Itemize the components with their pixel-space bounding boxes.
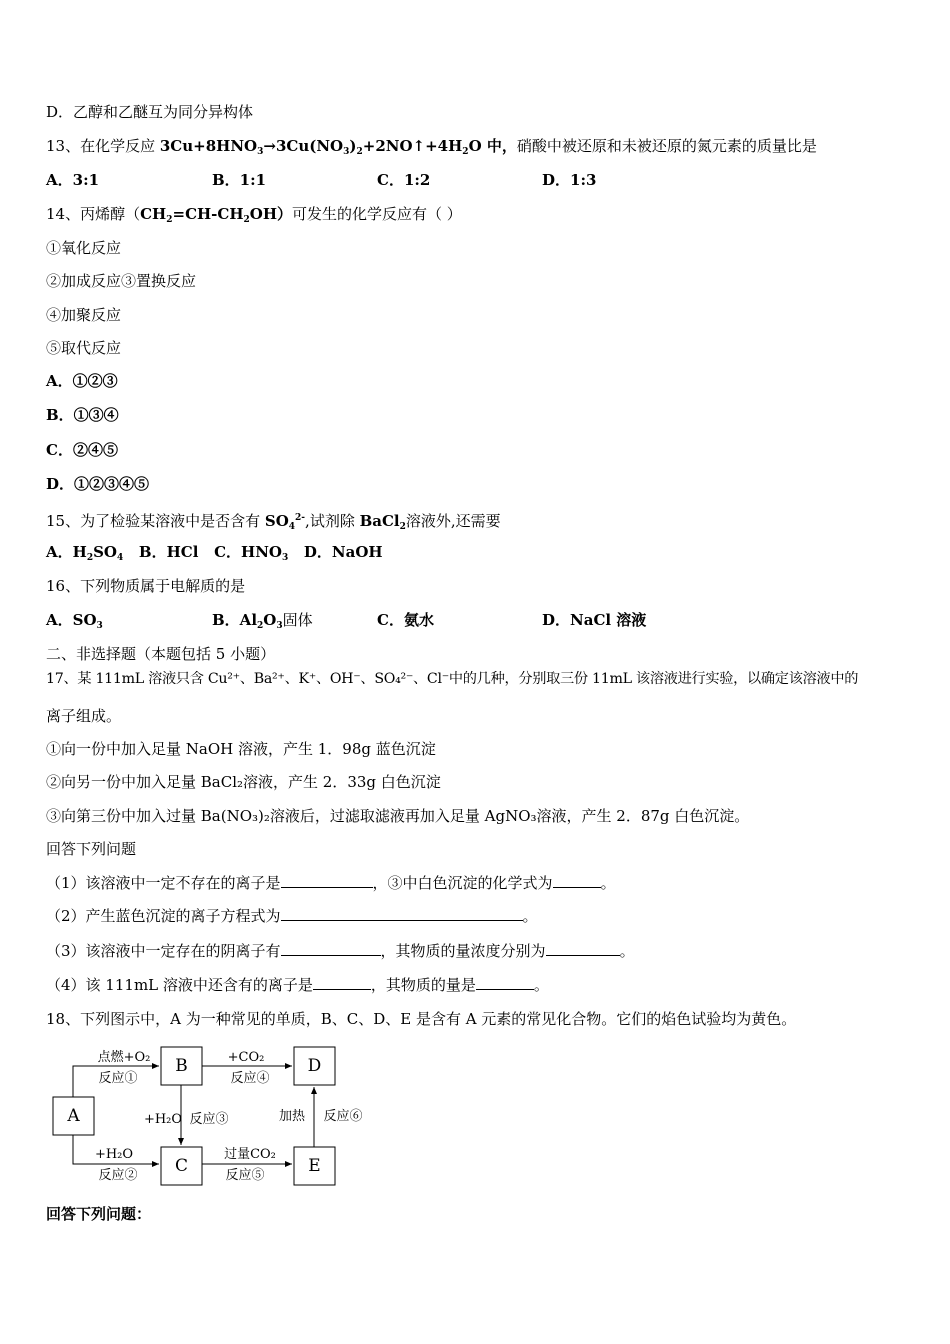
q13-option-d: D．1:3 xyxy=(542,171,597,189)
q16-option-b: B．$Al_2O_3$固体 xyxy=(212,611,313,631)
q17-experiment-2: ②向另一份中加入足量 BaCl₂溶液，产生 2．33g 白色沉淀 xyxy=(46,773,441,791)
q14-item-1: ①氧化反应 xyxy=(46,239,122,257)
r4-condition: +CO₂ xyxy=(227,1050,265,1065)
q17-prompt: 回答下列问题 xyxy=(46,840,137,858)
q14-option-a: A．①②③ xyxy=(46,372,118,390)
q14-option-b: B．①③④ xyxy=(46,406,119,424)
q16-option-c: C．氨水 xyxy=(377,611,434,629)
q17-stem-line-2: 离子组成。 xyxy=(46,707,122,725)
q13-option-b: B．1:1 xyxy=(212,171,267,189)
node-e-label: E xyxy=(308,1156,321,1176)
node-b-label: B xyxy=(175,1056,188,1076)
q14-item-3: ④加聚反应 xyxy=(46,306,122,324)
q14-option-d: D．①②③④⑤ xyxy=(46,475,150,493)
q17-sub-question-1: （1）该溶液中一定不存在的离子是 ，③中白色沉淀的化学式为 。 xyxy=(46,874,616,892)
blank-line xyxy=(313,975,371,990)
q13-stem: 13、在化学反应 $3Cu+8HNO_3\to 3Cu(NO_3)_2+2NO↑+4H_2O$ 中，硝酸中被还原和未被还原的氮元素的质量比是 xyxy=(46,137,817,157)
r2-condition: +H₂O xyxy=(94,1147,134,1162)
q18-prompt: 回答下列问题： xyxy=(46,1205,152,1223)
r6-condition: 加热 xyxy=(278,1109,306,1124)
q16-stem: 16、下列物质属于电解质的是 xyxy=(46,577,246,595)
blank-line xyxy=(476,975,534,990)
blank-line xyxy=(553,873,601,888)
blank-line xyxy=(281,873,373,888)
q14-option-c: C．②④⑤ xyxy=(46,441,118,459)
q17-sub-question-2: （2）产生蓝色沉淀的离子方程式为 。 xyxy=(46,907,538,925)
r3-label: 反应③ xyxy=(189,1112,229,1127)
q13-option-c: C．1:2 xyxy=(377,171,431,189)
blank-line xyxy=(281,941,381,956)
node-a-label: A xyxy=(67,1106,80,1126)
q14-item-4: ⑤取代反应 xyxy=(46,339,122,357)
q16-option-a: A．$SO_3$ xyxy=(46,611,103,631)
q14-item-2: ②加成反应③置换反应 xyxy=(46,272,197,290)
r2-label: 反应② xyxy=(98,1168,138,1183)
q17-experiment-3: ③向第三份中加入过量 Ba(NO₃)₂溶液后，过滤取滤液再加入足量 AgNO₃溶液，产生 2．87g 白色沉淀。 xyxy=(46,807,750,825)
q14-stem: 14、丙烯醇$(CH_2=CH-CH_2OH)$可发生的化学反应有（ ） xyxy=(46,205,462,225)
node-c-label: C xyxy=(174,1156,189,1176)
r1-condition: 点燃+O₂ xyxy=(97,1050,151,1065)
q17-sub-question-4: （4）该 111mL 溶液中还含有的离子是 ，其物质的量是 。 xyxy=(46,976,549,994)
q16-option-d: D．NaCl 溶液 xyxy=(542,611,647,629)
r5-condition: 过量CO₂ xyxy=(224,1147,276,1162)
node-d-label: D xyxy=(307,1056,322,1076)
blank-line xyxy=(546,941,620,956)
q15-stem: 15、为了检验某溶液中是否含有 $SO_4^{2-}$,试剂除 BaCl$_2$溶液外,还需要 xyxy=(46,512,501,532)
q15-options: A．$H_2SO_4$ B．HCl C．$HNO_3$ D．NaOH xyxy=(46,543,383,563)
q12-option-d: D．乙醇和乙醚互为同分异构体 xyxy=(46,103,254,121)
r5-label: 反应⑤ xyxy=(225,1168,265,1183)
r6-label: 反应⑥ xyxy=(323,1109,363,1124)
q17-stem-line-1: 17、某 111mL 溶液只含 Cu²⁺、Ba²⁺、K⁺、OH⁻、SO₄²⁻、Cl⁻中的几种，分别取三份 11mL 该溶液进行实验，以确定该溶液中的 xyxy=(46,671,859,687)
q17-sub-question-3: （3）该溶液中一定存在的阴离子有 ，其物质的量浓度分别为 。 xyxy=(46,942,635,960)
q18-stem: 18、下列图示中，A 为一种常见的单质，B、C、D、E 是含有 A 元素的常见化合物。它们的焰色试验均为黄色。 xyxy=(46,1010,797,1028)
r3-condition: +H₂O xyxy=(143,1112,183,1127)
blank-line xyxy=(281,906,523,921)
section-2-title: 二、非选择题（本题包括 5 小题） xyxy=(46,645,276,663)
q13-option-a: A．3:1 xyxy=(46,171,100,189)
q18-reaction-diagram xyxy=(40,1036,380,1196)
r4-label: 反应④ xyxy=(230,1071,270,1086)
r1-label: 反应① xyxy=(98,1071,138,1086)
q17-experiment-1: ①向一份中加入足量 NaOH 溶液，产生 1．98g 蓝色沉淀 xyxy=(46,740,436,758)
